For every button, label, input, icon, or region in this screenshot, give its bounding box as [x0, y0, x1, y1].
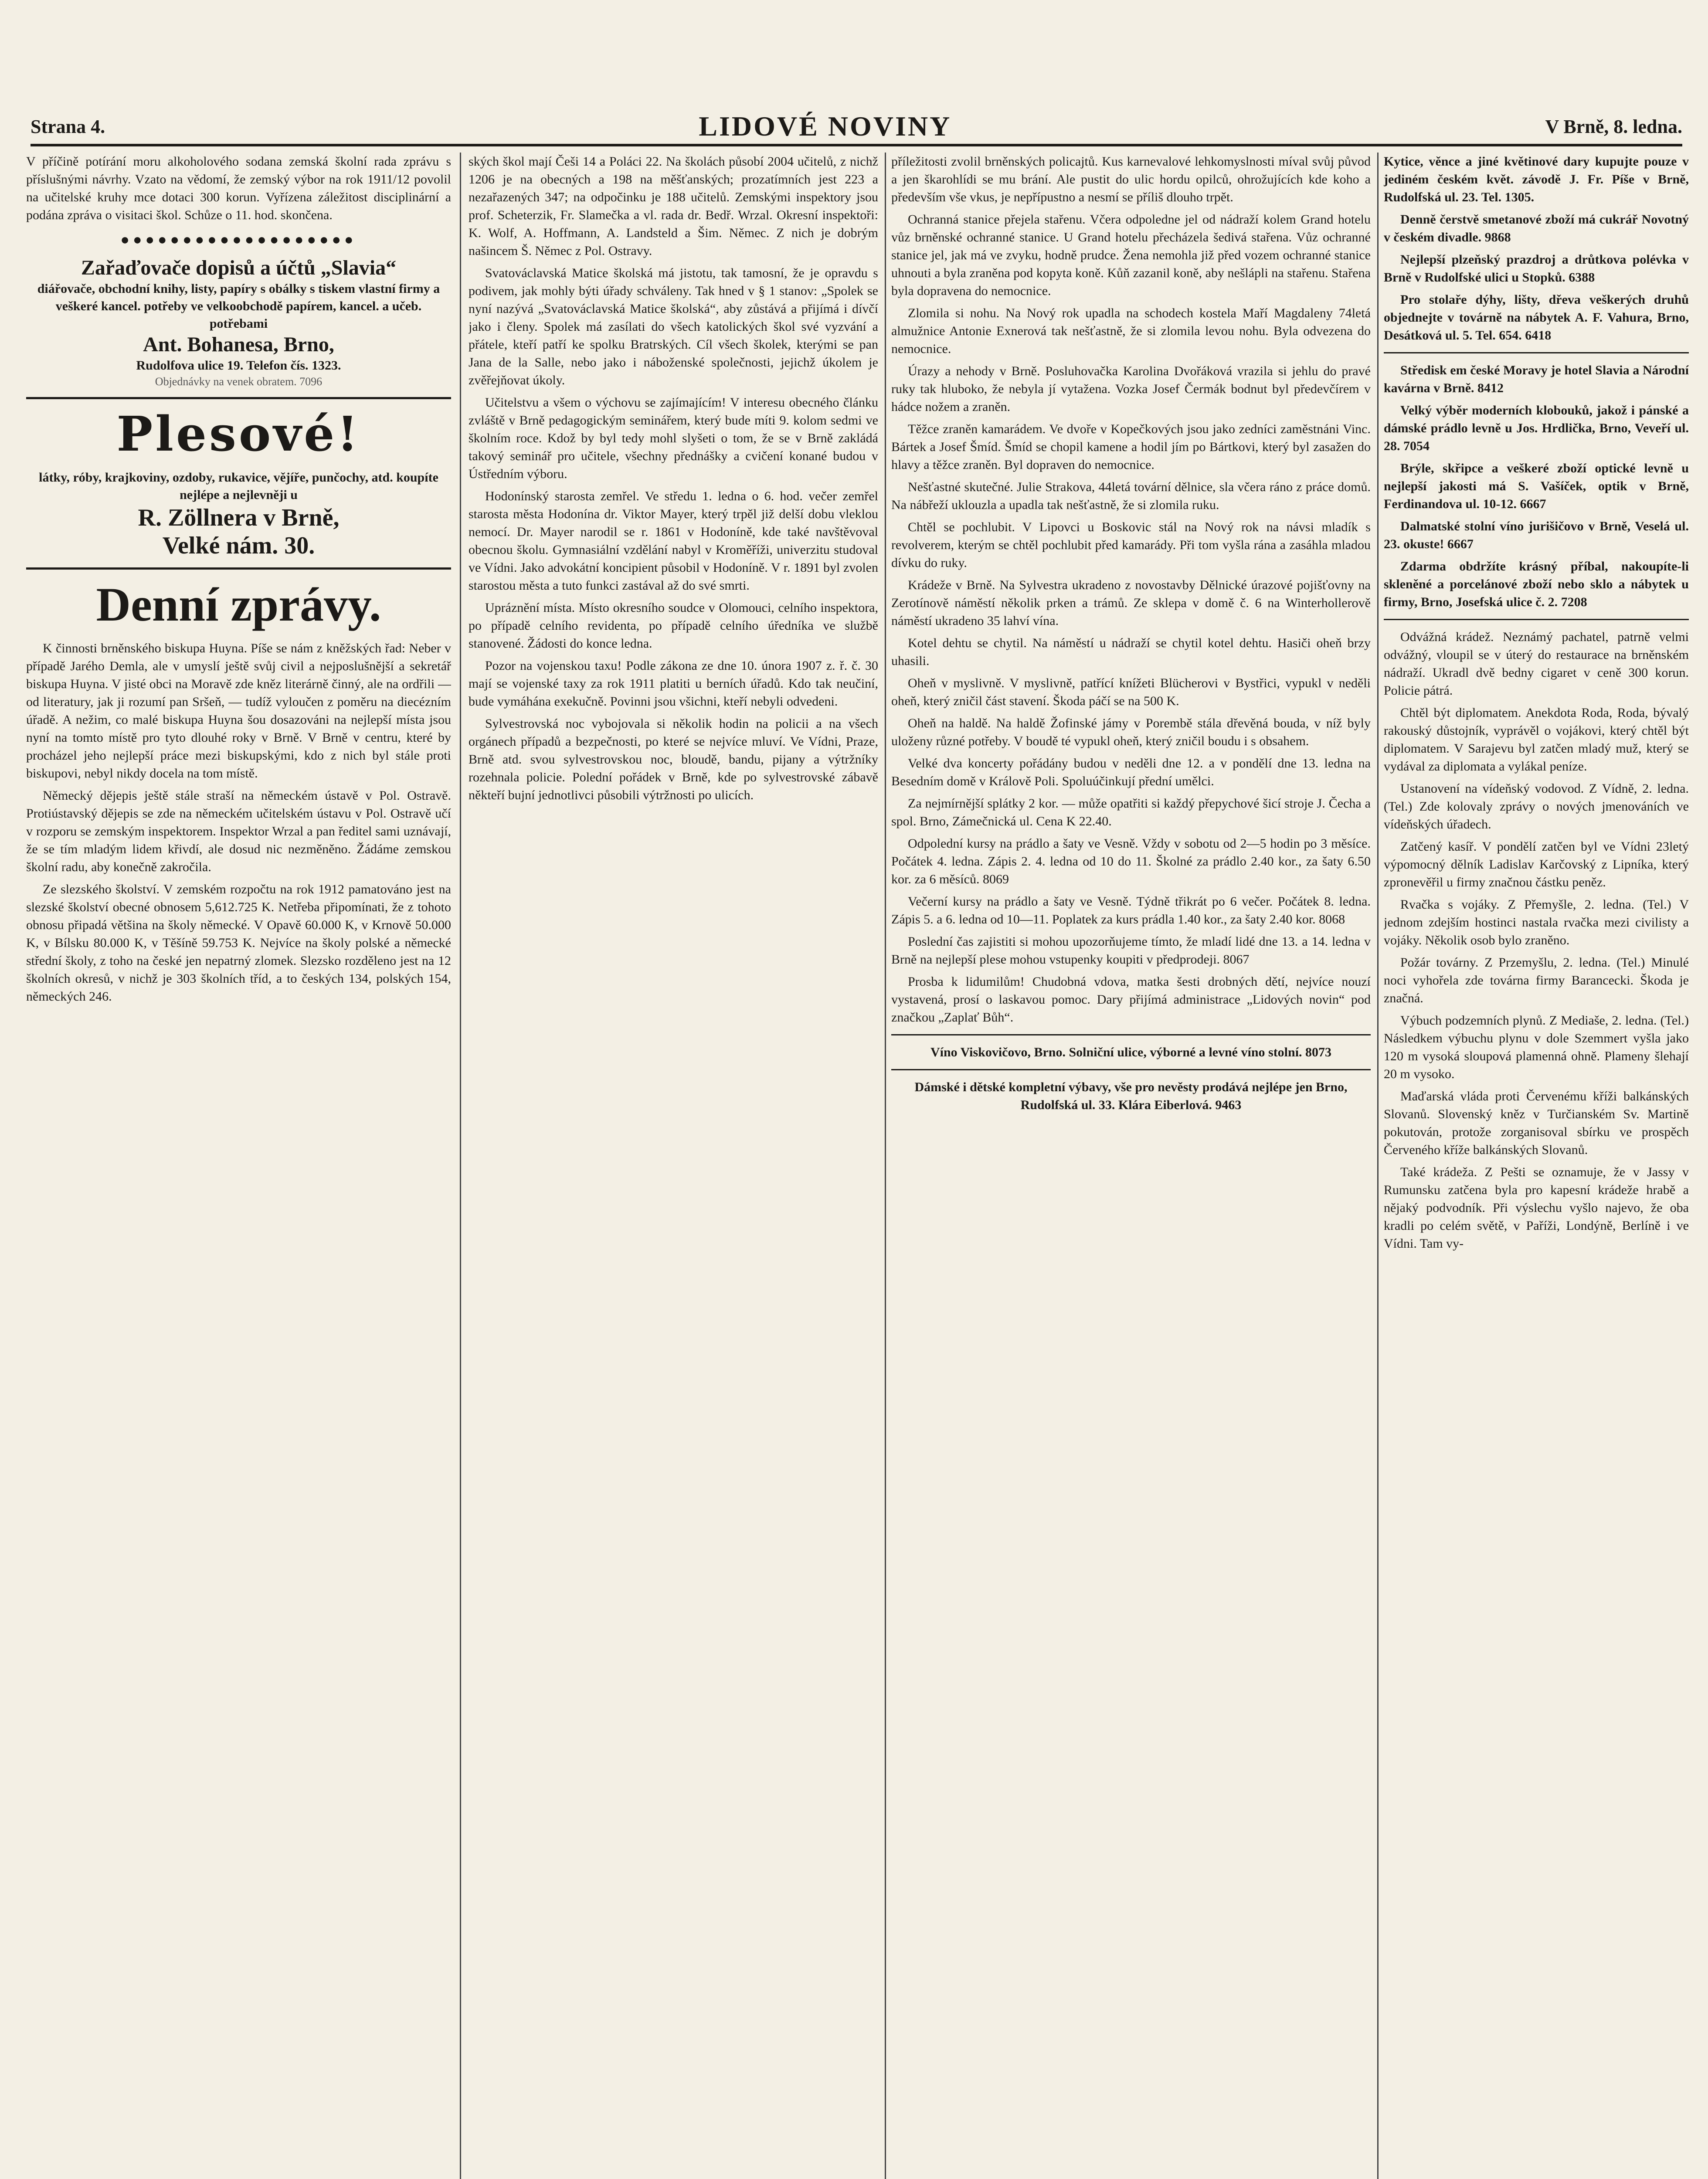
article-text: Nešťastné skutečné. Julie Strakova, 44letá tovární dělnice, sla včera ráno z práce domů. Na nábřeží uklouzla a upadla tak nešťastně, že si zlomila ruku.	[891, 480, 1371, 512]
article-text: Poslední čas zajistiti si mohou upozorňujeme tímto, že mladí lidé dne 13. a 14. ledna v Brně na nejlepší plese mohou vstupenky koupiti v předprodeji. 8067	[891, 934, 1371, 967]
classified-ad: Brýle, skřipce a veškeré zboží optické levně u nejlepší jakosti má S. Vašíček, optik v Brně, Ferdinandova ul. 10-12. 6667	[1384, 461, 1689, 511]
ornament-divider: ●●●●●●●●●●●●●●●●●●●	[120, 232, 357, 248]
advertisement-bohanes	[26, 256, 451, 389]
article-text: Výbuch podzemních plynů. Z Mediaše, 2. ledna. (Tel.) Následkem výbuchu plynu v dole Szemmert vyšla jako 120 m vysoká sloupová plamenná ohně. Plameny šlehají 20 m vysoko.	[1384, 1013, 1689, 1081]
divider	[1384, 352, 1689, 353]
article-text: Také krádeža. Z Pešti se oznamuje, že v Jassy v Rumunsku zatčena byla pro kapesní krádeže hrabě a nějaký podvodník. Při výslechu vyšlo najevo, že oba kradli po celém světě, v Paříži, Londýně, Berlíně i ve Vídni. Tam vy-	[1384, 1165, 1689, 1251]
divider	[891, 1034, 1371, 1035]
page-number: Strana 4.	[31, 115, 105, 137]
article-text: Těžce zraněn kamarádem. Ve dvoře v Kopečkových jsou jako zedníci zaměstnáni Vinc. Bártek a Josef Šmíd. Šmíd se chopil kamene a hodil jím po Bártkovi, který byl zasažen do hlavy a těžce zraněn. Byl dopraven do nemocnice.	[891, 422, 1371, 472]
dateline: V Brně, 8. ledna.	[1545, 115, 1682, 137]
article-text: Za nejmírnější splátky 2 kor. — může opatřiti si každý přepychové šicí stroje J. Čecha a spol. Brno, Zámečnická ul. Cena K 22.40.	[891, 796, 1371, 828]
classified-ad: Dámské i dětské kompletní výbavy, vše pro nevěsty prodává nejlépe jen Brno, Rudolfská ul. 33. Klára Eiberlová. 9463	[914, 1080, 1348, 1112]
article-text: Chtěl se pochlubit. V Lipovci u Boskovic stál na Nový rok na návsi mladík s revolverem, kterým se chtěl pochlubit před kamarády. Při tom vyšla rána a zasáhla mladou dívku do ruky.	[891, 520, 1371, 570]
article-text: Zatčený kasíř. V pondělí zatčen byl ve Vídni 23letý výpomocný dělník Ladislav Karčovský z Lipníka, který zpronevěřil u firmy značnou částku peněz.	[1384, 839, 1689, 889]
divider	[26, 397, 451, 399]
classified-ad: Středisk em české Moravy je hotel Slavia a Národní kavárna v Brně. 8412	[1384, 363, 1689, 395]
divider	[26, 567, 451, 570]
article-text: Požár továrny. Z Przemyšlu, 2. ledna. (Tel.) Minulé noci vyhořela zde továrna firmy Barancecki. Škoda je značná.	[1384, 955, 1689, 1005]
article-text: Svatováclavská Matice školská má jistotu, tak tamosní, že je opravdu s podivem, jak mohly býti úřady schváleny. Tak hned v § 1 stanov: „Spolek se nyní nazývá „Svatováclavská Matice školská“, aby zůstává a přijímá i dívčí jako i členy. Spolek má zasílati do všech katolických škol své vyzvání a přátele, kteří patří ke spolku Bratrských. Cíl všech školek, kterými se pan Jana de la Salle, nebo jako i náboženské společnosti, jejichž úkolem je zvěřejňovat úkoly.	[469, 266, 878, 387]
column-4	[1384, 153, 1689, 2179]
article-text: Maďarská vláda proti Červenému kříži balkánských Slovanů. Slovenský kněz v Turčianském Sv. Martině pokutován, protože zorganisoval sbírku ve prospěch Červeného kříže balkánských Slovanů.	[1384, 1089, 1689, 1157]
ad-text: látky, róby, krajkoviny, ozdoby, rukavice, vějíře, punčochy, atd. koupíte nejlépe a nejlevněji u	[39, 470, 438, 502]
classified-ad: Zdarma obdržíte krásný příbal, nakoupíte-li skleněné a porcelánové zboží nebo sklo a nábytek u firmy, Brno, Josefská ulice č. 2. 7208	[1384, 559, 1689, 609]
article-text: V příčině potírání moru alkoholového sodana zemská školní rada zprávu s příslušnými návrhy. Vzato na vědomí, že zemský výbor na rok 1911/12 povolil na učitelské kruhy mce dotaci 300 korun. Vyřízena záležitost disciplinární a podána zpráva o visitaci škol. Schůze o 11. hod. skončena.	[26, 154, 451, 222]
ad-address: Velké nám. 30.	[162, 532, 315, 559]
article-text: Odpolední kursy na prádlo a šaty ve Vesně. Vždy v sobotu od 2—5 hodin po 3 měsíce. Počátek 4. ledna. Zápis 2. 4. ledna od 10 do 11. Školné za prádlo 2.40 kor., za šaty 6.50 kor. za 6 měsíců. 8069	[891, 836, 1371, 886]
article-text: Krádeže v Brně. Na Sylvestra ukradeno z novostavby Dělnické úrazové pojišťovny na Zerotínově náměstí několik prken a trámů. Ze sklepa v domě č. 6 na Winterhollerově náměstí ukradeno 35 lahví vína.	[891, 578, 1371, 628]
divider	[1384, 619, 1689, 620]
masthead	[31, 109, 1682, 146]
article-text: Velké dva koncerty pořádány budou v neděli dne 12. a v pondělí dne 13. ledna na Besedním domě v Králově Poli. Spoluúčinkují přední umělci.	[891, 756, 1371, 788]
article-text: Německý dějepis ještě stále straší na německém ústavě v Pol. Ostravě. Protiústavský dějepis se zde na německém učitelském ústavu v Pol. Ostravě učí v rozporu se zemským inspektorem. Inspektor Wrzal a pan ředitel sami uznávají, že se tím mladým lidem křivdí, ale dosud nic nezměněno. Žádáme zemskou školní radu, aby konečně zakročila.	[26, 788, 451, 874]
article-text: Chtěl být diplomatem. Anekdota Roda, Roda, bývalý rakouský důstojník, vyprávěl o vojákovi, který chtěl být diplomatem. V Sarajevu byl zatčen mladý muž, který se vydával za diplomata a vylákal peníze.	[1384, 706, 1689, 774]
article-text: Ze slezského školství. V zemském rozpočtu na rok 1912 pamatováno jest na slezské školství obecné obnosem 5,612.725 K. Netřeba připomínati, že z tohoto obnosu připadá většina na školy německé. V Opavě 60.000 K, v Krnově 50.000 K, v Bílsku 80.000 K, v Těšíně 59.753 K. Nejvíce na školy polské a německé střední školy, z toho na české jen nepatrný zlomek. Slezsko rozděleno jest na 12 školních okresů, v nichž je 303 školních tříd, a to českých 134, polských 154, německých 246.	[26, 882, 451, 1004]
ad-note: Objednávky na venek obratem. 7096	[155, 375, 323, 388]
article-text: Oheň v myslivně. V myslivně, patřící knížeti Blücherovi v Bystřici, vypukl v neděli oheň, který zničil část stavení. Škoda páčí se na 500 K.	[891, 676, 1371, 708]
classified-ad: Nejlepší plzeňský prazdroj a drůtkova polévka v Brně v Rudolfské ulici u Stopků. 6388	[1384, 252, 1689, 285]
column-3	[891, 153, 1371, 2179]
article-text: Hodonínský starosta zemřel. Ve středu 1. ledna o 6. hod. večer zemřel starosta města Hodonína dr. Viktor Mayer, který trpěl již delší dobu vleklou nemocí. Dr. Mayer narodil se r. 1861 v Hodoníně, kde také navštěvoval obecnou školu. Gymnasiální vzdělání nabyl v Kroměříži, univerzitu studoval ve Vídni. Jako advokátní koncipient působil v Hodoníně. V r. 1891 byl zvolen starostou města a tuto funkci zastával až do své smrti.	[469, 489, 878, 593]
classified-ad: Denně čerstvě smetanové zboží má cukrář Novotný v českém divadle. 9868	[1384, 212, 1689, 244]
article-text: ských škol mají Češi 14 a Poláci 22. Na školách působí 2004 učitelů, z nichž 1206 je na obecných a 198 na měšťanských; prozatímních jest 223 a nezařazených 347; na odpočinku je 188 učitelů. Zemskými inspektory jsou prof. Scheterzik, Fr. Slamečka a vl. rada dr. Bedř. Wrzal. Okresní inspektoři: K. Wolf, A. Hoffmann, A. Landsteld a Šim. Němec. Z nich je dobrým našincem Š. Němec z Pol. Ostravy.	[469, 154, 878, 258]
ad-firm: R. Zöllnera v Brně,	[138, 504, 340, 531]
divider	[891, 1069, 1371, 1070]
ad-title: Zařaďovače dopisů a účtů „Slavia“	[81, 256, 397, 279]
classified-ad: Velký výběr moderních klobouků, jakož i pánské a dámské prádlo levně u Jos. Hrdlička, Brno, Veveří ul. 28. 7054	[1384, 403, 1689, 453]
article-text: K činnosti brněnského biskupa Huyna. Píše se nám z kněžských řad: Neber v případě Jarého Demla, ale v umyslí ještě svůj civil a nejposlušnější a sekretář biskupa Huyna. V jisté obci na Moravě zde kněz literárně činný, ale na ordřili — od literatury, jak ji rozumí pan Sršeň, — tudíž vyloučen z poměru na diecézním úřadě. A nežim, co malé biskupa Huyna šou dosazováni na nejlepší místa jsou nyní na tomto místě pro tyto dlouhé roky v Brně. V Brně v centru, které by procházel jeho nejlepší práce mezi biskupskými, kdo z nich byl stále proti biskupovi, nebyl nikdy docela na tom místě.	[26, 641, 451, 781]
article-text: Rvačka s vojáky. Z Přemyšle, 2. ledna. (Tel.) V jednom zdejším hostinci nastala rvačka mezi civilisty a vojáky. Několik osob bylo zraněno.	[1384, 897, 1689, 947]
classified-ad: Kytice, věnce a jiné květinové dary kupujte pouze v jediném českém květ. závodě J. Fr. Píše v Brně, Rudolfská ul. 23. Tel. 1305.	[1384, 154, 1689, 204]
article-text: Odvážná krádež. Neznámý pachatel, patrně velmi odvážný, vloupil se v úterý do restaurace na brněnském nádraží. Ukradl dvě bedny cigaret v ceně 300 korun. Policie pátrá.	[1384, 630, 1689, 698]
article-text: Úrazy a nehody v Brně. Posluhovačka Karolina Dvořáková vrazila si jehlu do pravé ruky tak hluboko, že nebyla jí vytažena. Vozka Josef Čermák bodnut byl předevčírem v hádce nožem a zraněn.	[891, 364, 1371, 414]
article-text: Pozor na vojenskou taxu! Podle zákona ze dne 10. února 1907 z. ř. č. 30 mají se vojenské taxy za rok 1911 platiti u berních úřadů. Kdo tak neučiní, bude vymáhána exekučně. Povinni jsou všichni, kteří nebyli odvedeni.	[469, 658, 878, 709]
article-text: Zlomila si nohu. Na Nový rok upadla na schodech kostela Maří Magdaleny 74letá almužnice Antonie Exnerová tak nešťastně, že si zlomila levou nohu. Byla odvezena do nemocnice.	[891, 306, 1371, 356]
article-text: Večerní kursy na prádlo a šaty ve Vesně. Týdně třikrát po 6 večer. Počátek 8. ledna. Zápis 5. a 6. ledna od 10—11. Poplatek za kurs prádla 1.40 kor., za šaty 2.40 kor. 8068	[891, 894, 1371, 927]
ad-text: diářovače, obchodní knihy, listy, papíry s obálky s tiskem vlastní firmy a veškeré kancel. potřeby ve velkoobchodě papírem, kancel. a učeb. potřebami	[37, 282, 440, 331]
advertisement-zollner	[26, 408, 451, 560]
classified-ad: Pro stolaře dýhy, lišty, dřeva veškerých druhů objednejte v továrně na nábytek A. F. Vahura, Brno, Desátková ul. 5. Tel. 654. 6418	[1384, 292, 1689, 343]
article-text: Učitelstvu a všem o výchovu se zajímajícím! V interesu obecného článku zvláště v Brně pedagogickým seminářem, který bude míti 9. kolom sedmi ve školním roce. Kdož by byl tedy mohl slyšeti o tom, že se v Brně zakládá takový seminář pro učitele, všechny přednášky a cvičení konané budou v Ústředním výboru.	[469, 395, 878, 481]
article-text: Ustanovení na vídeňský vodovod. Z Vídně, 2. ledna. (Tel.) Zde kolovaly zprávy o nových jmenováních ve vídeňských úřadech.	[1384, 781, 1689, 832]
article-text: Kotel dehtu se chytil. Na náměstí u nádraží se chytil kotel dehtu. Hasiči oheň brzy uhasili.	[891, 636, 1371, 668]
article-text: Oheň na haldě. Na haldě Žofinské jámy v Porembě stála dřevěná bouda, v níž byly uloženy různé potřeby. V boudě té vypukl oheň, který zničil boudu i s obsahem.	[891, 716, 1371, 748]
column-rule	[1377, 153, 1379, 2179]
ad-big-title: Plesové!	[116, 406, 361, 462]
classified-ad: Dalmatské stolní víno jurišičovo v Brně, Veselá ul. 23. okuste! 6667	[1384, 519, 1689, 551]
article-text: Upráznění místa. Místo okresního soudce v Olomouci, celního inspektora, po případě celního revidenta, po případě celního úředníka ve službě stanovené. Žádosti do konce ledna.	[469, 601, 878, 651]
section-title: Denní zprávy.	[96, 578, 381, 631]
column-rule	[885, 153, 886, 2179]
classified-ad: Víno Viskovičovo, Brno. Solniční ulice, výborné a levné víno stolní. 8073	[930, 1045, 1332, 1059]
article-text: Ochranná stanice přejela stařenu. Včera odpoledne jel od nádraží kolem Grand hotelu vůz brněnské ochranné stanice. U Grand hotelu přecházela šedivá stařena. Vůz ochranné stanice jel, jak má ve zvyku, hodně prudce. Žena nemohla již před vozem ochranné stanice uhnouti a byla zraněna pod kopyta koně. Kůň zazanil koně, aby nešlápli na stařenu. Stařena byla dopravena do nemocnice.	[891, 212, 1371, 298]
article-text: Prosba k lidumilům! Chudobná vdova, matka šesti drobných dětí, nejvíce nouzí vystavená, prosí o laskavou pomoc. Dary přijímá administrace „Lidových novin“ pod značkou „Zaplať Bůh“.	[891, 974, 1371, 1025]
column-rule	[460, 153, 461, 2179]
article-text: příležitosti zvolil brněnských policajtů. Kus karnevalové lehkomyslnosti míval svůj původ a jen škarohlídi se mu brání. Ale pustit do ulic hordu opilců, ohrožujících kde koho a především vše vkus, je nepřípustno a nesmí se příliš dlouho trpět.	[891, 154, 1371, 204]
ad-firm: Ant. Bohanesa, Brno,	[143, 333, 334, 356]
newspaper-title: LIDOVÉ NOVINY	[699, 111, 952, 142]
article-text: Sylvestrovská noc vybojovala si několik hodin na policii a na všech orgánech případů a bezpečnosti, po které se nejvíce mluví. Ve Vídni, Praze, Brně atd. svou sylvestrovskou noc, bloudě, bandu, pijany a výtržníky rozehnala policie. Polední pořádek v Brně, kde po sylvestrovské zábavě někteří bujní jednotlivci působili výtržnosti po ulicích.	[469, 716, 878, 802]
ad-address: Rudolfova ulice 19. Telefon čís. 1323.	[136, 358, 341, 373]
column-1	[26, 153, 451, 2179]
column-2	[469, 153, 878, 2179]
